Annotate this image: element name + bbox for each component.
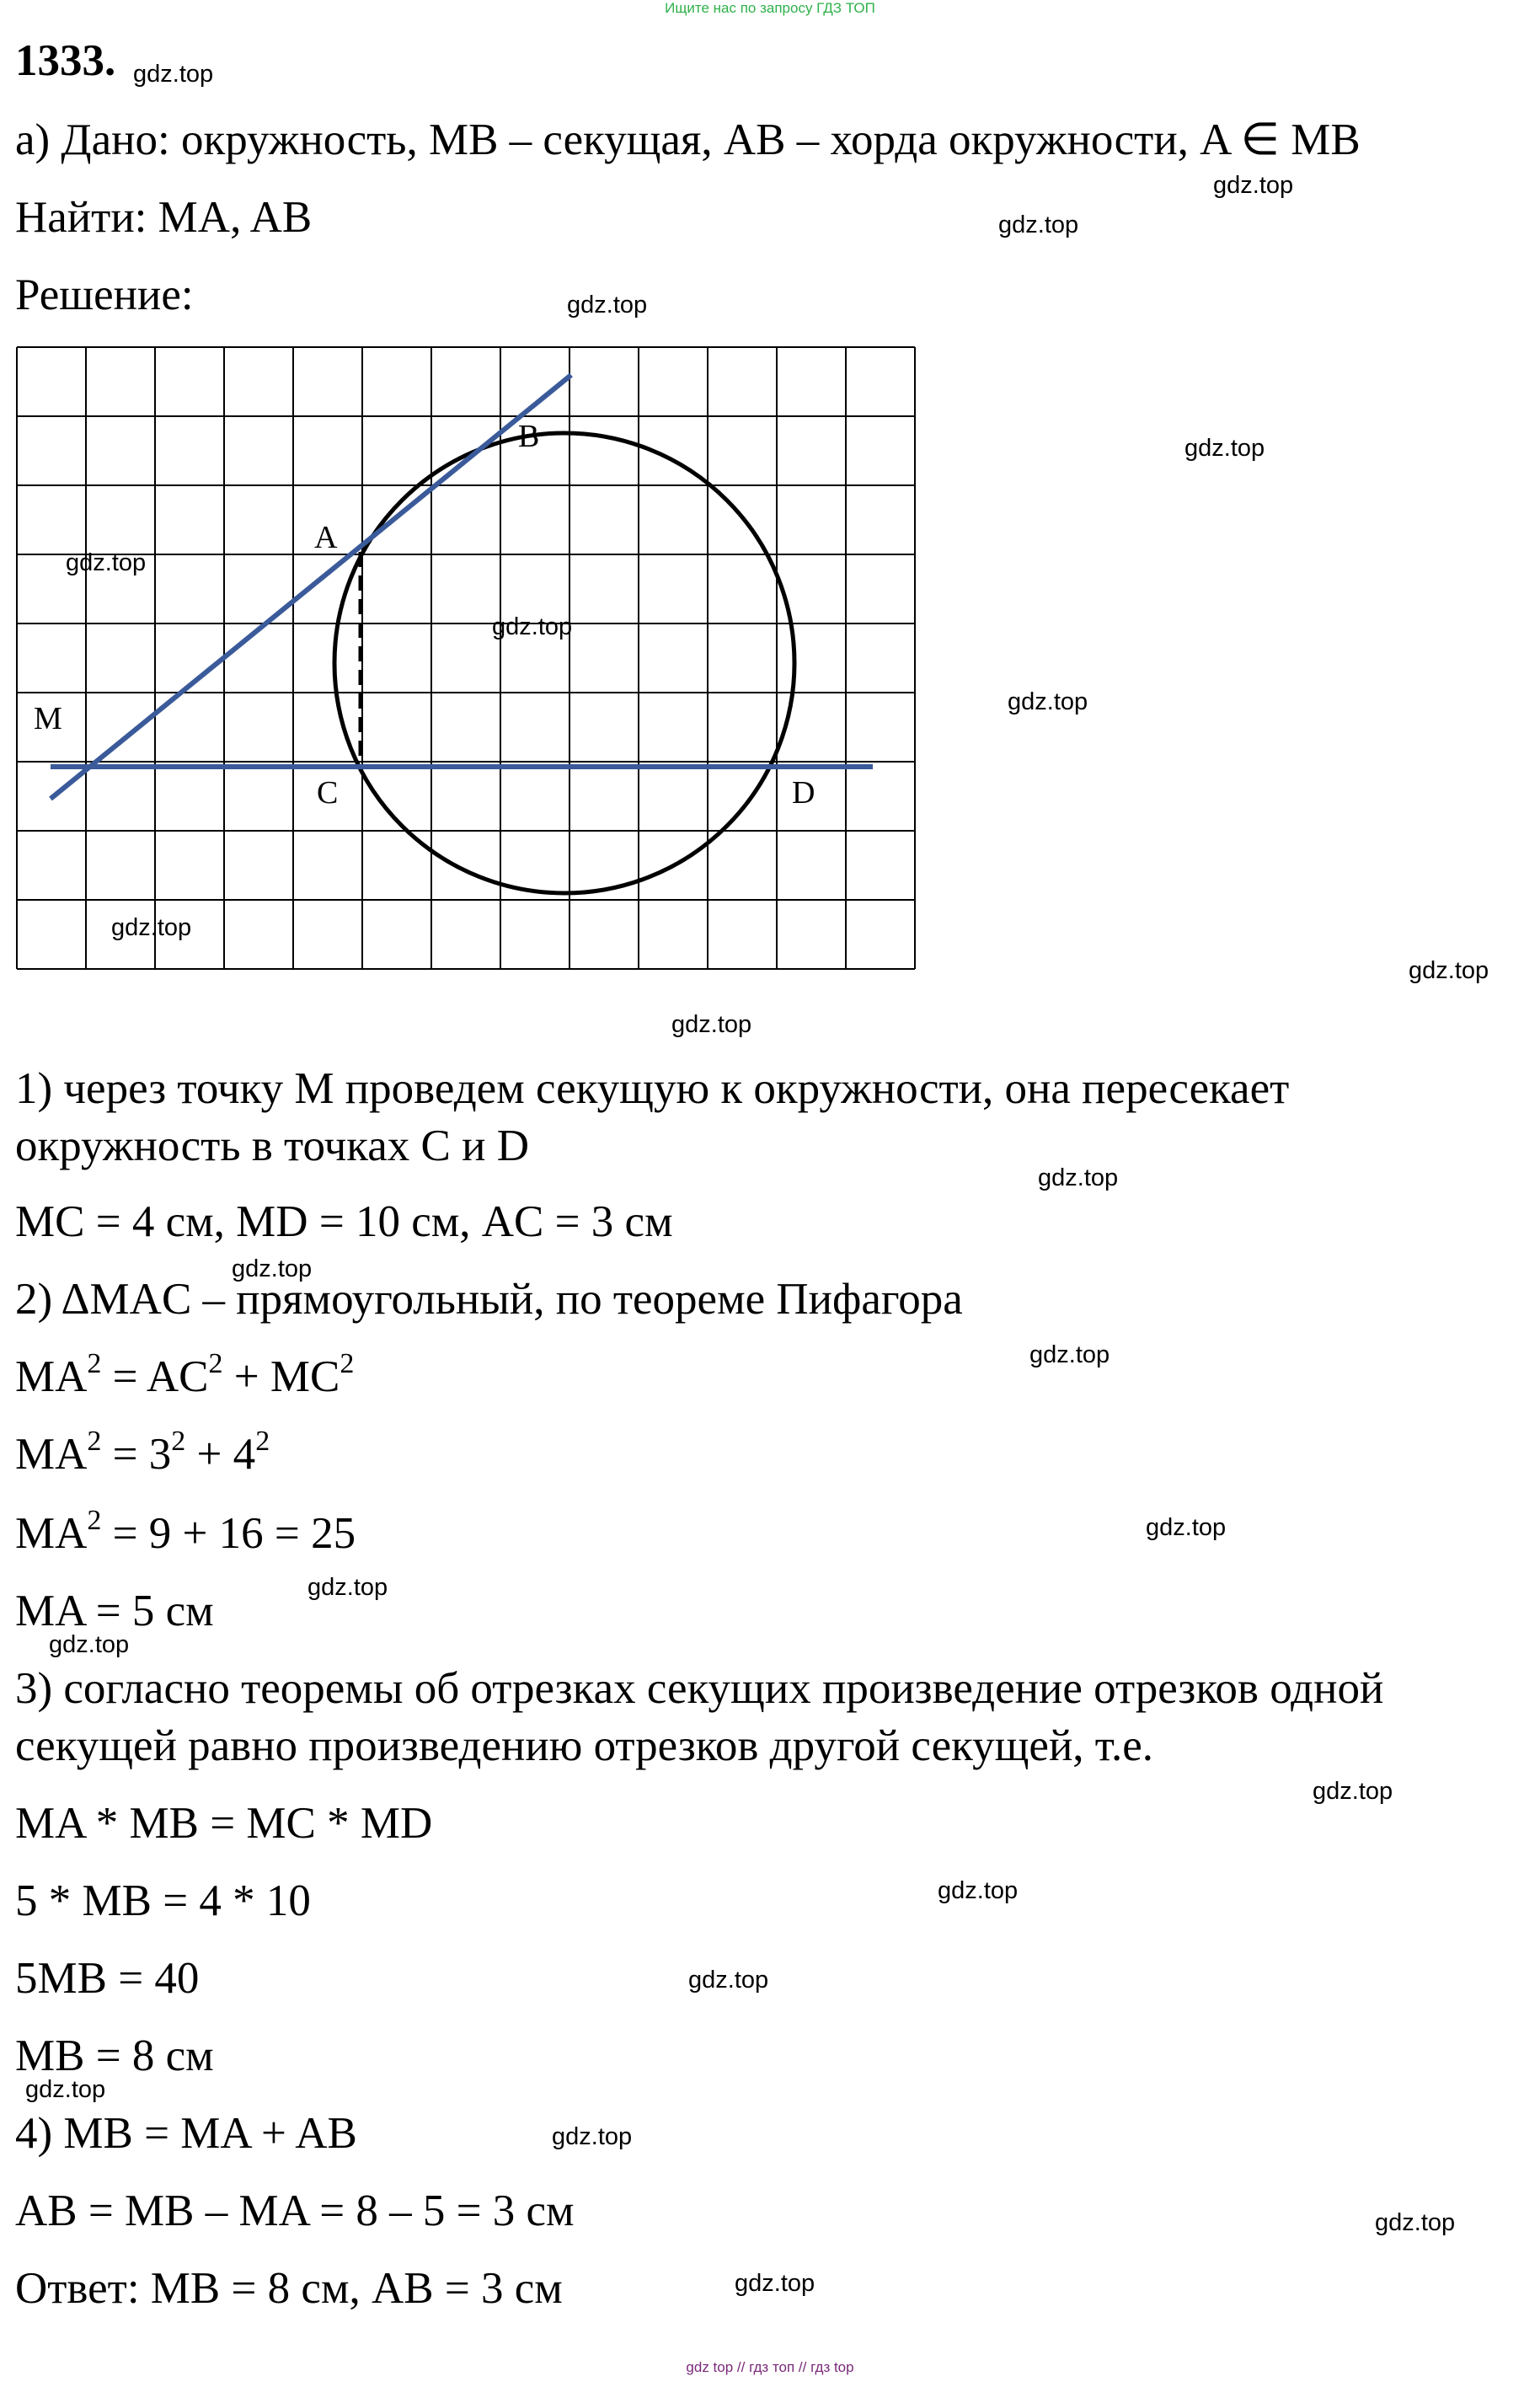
given-line: а) Дано: окружность, MB – секущая, AB – хорда окружности, A ∈ MB — [15, 115, 1361, 164]
exponent: 2 — [87, 1426, 102, 1457]
watermark: gdz.top — [1409, 957, 1489, 984]
watermark: gdz.top — [1038, 1164, 1119, 1191]
exponent: 2 — [255, 1426, 270, 1457]
eq-term: = AC — [101, 1352, 209, 1401]
find-line: Найти: MA, AB — [15, 193, 313, 242]
problem-header — [15, 35, 115, 86]
exponent: 2 — [171, 1426, 186, 1457]
answer-line: Ответ: MB = 8 см, AB = 3 см — [15, 2264, 563, 2313]
eq-term: + 4 — [185, 1430, 256, 1479]
eq-term: + MC — [222, 1352, 340, 1401]
bottom-site-note: gdz top // гдз топ // гдз top — [686, 2359, 854, 2375]
watermark: gdz.top — [1313, 1778, 1393, 1805]
watermark: gdz.top — [671, 1011, 752, 1038]
step2-eq2 — [15, 1426, 270, 1480]
label-m: M — [34, 701, 62, 736]
eq-term: = 9 + 16 = 25 — [101, 1509, 356, 1558]
top-site-note: Ищите нас по запросу ГДЗ ТОП — [665, 0, 875, 16]
circle — [334, 433, 794, 893]
step3-eq1: MA * MB = MC * MD — [15, 1799, 433, 1848]
step3-eq2: 5 * MB = 4 * 10 — [15, 1876, 311, 1925]
watermark: gdz.top — [998, 211, 1079, 238]
watermark: gdz.top — [492, 613, 573, 640]
eq-term: MA — [15, 1509, 88, 1558]
exponent: 2 — [87, 1505, 102, 1536]
exponent: 2 — [87, 1348, 102, 1379]
step3-line2: секущей равно произведению отрезков другой секущей, т.е. — [15, 1721, 1154, 1770]
solution-heading: Решение: — [15, 270, 194, 319]
geometry-figure — [15, 345, 917, 982]
exponent: 2 — [208, 1348, 223, 1379]
watermark: gdz.top — [1184, 435, 1265, 462]
grid — [17, 347, 915, 969]
eq-term: = 3 — [101, 1430, 172, 1479]
watermark: gdz.top — [1375, 2209, 1456, 2236]
watermark: gdz.top — [1008, 688, 1088, 715]
problem-number: 1333. — [15, 36, 116, 85]
watermark: gdz.top — [567, 292, 648, 318]
step1-line1: 1) через точку M проведем секущую к окружности, она пересекает — [15, 1064, 1290, 1113]
step3-line1: 3) согласно теоремы об отрезках секущих произведение отрезков одной — [15, 1664, 1384, 1713]
step4-line1: 4) MB = MA + AB — [15, 2109, 357, 2158]
eq-term: MA — [15, 1352, 88, 1401]
label-b: B — [518, 419, 540, 454]
step2-title: 2) ΔMAC – прямоугольный, по теореме Пифагора — [15, 1275, 963, 1324]
step2-result: MA = 5 см — [15, 1587, 214, 1635]
step3-eq3: 5MB = 40 — [15, 1954, 200, 2003]
watermark: gdz.top — [133, 61, 214, 88]
eq-term: MA — [15, 1430, 88, 1479]
step2-eq1 — [15, 1348, 355, 1402]
label-c: C — [317, 775, 339, 811]
watermark: gdz.top — [66, 549, 147, 576]
watermark: gdz.top — [938, 1877, 1019, 1904]
label-d: D — [792, 775, 815, 811]
step1-line2: окружность в точках C и D — [15, 1121, 529, 1170]
watermark: gdz.top — [25, 2076, 106, 2103]
step4-line2: AB = MB – MA = 8 – 5 = 3 см — [15, 2186, 575, 2235]
step2-eq3 — [15, 1505, 356, 1559]
step1-values: MC = 4 см, MD = 10 см, AC = 3 см — [15, 1197, 673, 1246]
watermark: gdz.top — [111, 914, 192, 941]
watermark: gdz.top — [688, 1967, 769, 1994]
watermark: gdz.top — [49, 1631, 130, 1658]
watermark: gdz.top — [307, 1574, 388, 1601]
secant-mb — [51, 375, 571, 799]
watermark: gdz.top — [552, 2123, 633, 2150]
exponent: 2 — [340, 1348, 355, 1379]
label-a: A — [314, 520, 338, 555]
watermark: gdz.top — [1029, 1341, 1110, 1368]
watermark: gdz.top — [232, 1255, 313, 1282]
watermark: gdz.top — [1213, 172, 1294, 199]
watermark: gdz.top — [1146, 1514, 1227, 1541]
step3-result: MB = 8 см — [15, 2031, 214, 2080]
watermark: gdz.top — [735, 2270, 815, 2297]
